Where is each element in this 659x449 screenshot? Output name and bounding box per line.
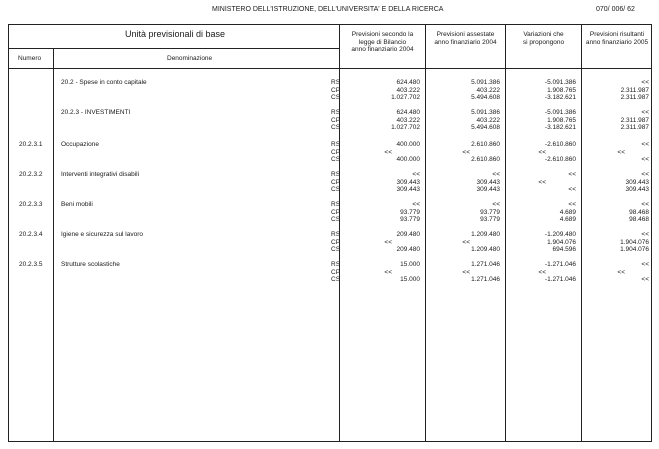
row-code: CS [331, 156, 341, 164]
row-value: 4.689 [559, 208, 576, 216]
row-value: 98.468 [629, 216, 649, 224]
row-code: CP [331, 268, 341, 276]
row-value: << [412, 201, 420, 208]
row-value: << [641, 276, 649, 284]
row-value: 2.311.987 [620, 116, 649, 124]
row-code: CS [331, 246, 341, 254]
row-value: 4.689 [559, 216, 576, 224]
budget-table [8, 24, 652, 442]
row-value: 403.222 [476, 86, 500, 94]
row-value: << [384, 268, 392, 276]
row-value: -1.271.046 [544, 276, 576, 284]
row-numero: 20.2.3.3 [19, 201, 43, 208]
row-code: CS [331, 124, 341, 132]
row-value: << [641, 201, 649, 208]
row-value: << [617, 148, 625, 156]
row-code: CS [331, 94, 341, 102]
row-value: << [568, 201, 576, 208]
row-value: << [538, 148, 546, 156]
col2-header-line: Previsioni assestate [436, 31, 495, 38]
row-value: 309.443 [625, 186, 649, 194]
row-value: -2.610.860 [544, 141, 576, 148]
row-value: << [641, 231, 649, 238]
row-code: CP [331, 178, 341, 186]
row-code: RS [331, 109, 341, 116]
rule-col3 [581, 25, 582, 441]
row-value: << [568, 186, 576, 194]
row-value: << [641, 156, 649, 164]
row-value: 400.000 [396, 156, 420, 164]
row-value: << [568, 171, 576, 178]
row-code: CP [331, 238, 341, 246]
row-value: << [462, 238, 470, 246]
row-code: CP [331, 148, 341, 156]
denominazione-header: Denominazione [167, 55, 213, 62]
row-value: 5.494.608 [471, 124, 500, 132]
col2-header [426, 31, 505, 46]
col1-header [340, 31, 425, 54]
row-value: 1.271.046 [471, 276, 500, 284]
row-value: 694.596 [552, 246, 576, 254]
rule-numero [53, 48, 54, 441]
row-value: 403.222 [476, 116, 500, 124]
row-value: << [641, 171, 649, 178]
row-code: RS [331, 79, 341, 86]
row-value: 1.908.765 [547, 116, 576, 124]
rule-col1 [425, 25, 426, 441]
row-value: << [462, 268, 470, 276]
row-value: << [412, 171, 420, 178]
row-value: 1.904.076 [547, 238, 576, 246]
row-denominazione: Beni mobili [61, 201, 93, 208]
row-value: -5.091.386 [544, 109, 576, 116]
row-value: 15.000 [400, 276, 420, 284]
row-value: -1.271.046 [544, 261, 576, 268]
col2-header-line: anno finanziario 2004 [434, 38, 497, 46]
row-denominazione: 20.2 - Spese in conto capitale [61, 79, 147, 86]
row-code: CS [331, 216, 341, 224]
row-value: 93.779 [400, 208, 420, 216]
page-reference: 070/ 006/ 62 [596, 6, 635, 13]
col4-header [582, 31, 652, 46]
row-code: RS [331, 261, 341, 268]
row-code: RS [331, 141, 341, 148]
col4-header-line: anno finanziario 2005 [585, 38, 649, 46]
row-value: 209.480 [396, 231, 420, 238]
row-value: 400.000 [396, 141, 420, 148]
row-value: 98.468 [629, 208, 649, 216]
row-code: CP [331, 86, 341, 94]
row-value: << [641, 109, 649, 116]
col3-header [506, 31, 581, 46]
row-value: 15.000 [400, 261, 420, 268]
row-value: -5.091.386 [544, 79, 576, 86]
rule-title-bottom [9, 48, 339, 49]
row-code: CP [331, 208, 341, 216]
row-value: 624.480 [396, 79, 420, 86]
row-value: 1.027.702 [391, 94, 420, 102]
row-denominazione: 20.2.3 - INVESTIMENTI [61, 109, 131, 116]
col3-header-line: Variazioni che [523, 31, 564, 38]
row-value: 309.443 [396, 186, 420, 194]
unita-title: Unità previsionali di base [125, 29, 226, 39]
row-value: << [641, 79, 649, 86]
col1-header-line: anno finanziario 2004 [351, 46, 414, 53]
row-value: 1.904.076 [620, 238, 649, 246]
row-value: 624.480 [396, 109, 420, 116]
row-value: 93.779 [480, 208, 500, 216]
row-value: 403.222 [396, 116, 420, 124]
row-value: 209.480 [396, 246, 420, 254]
row-value: << [384, 238, 392, 246]
row-value: << [538, 268, 546, 276]
row-code: CS [331, 276, 341, 284]
row-value: 2.311.987 [620, 94, 649, 102]
col4-header-line: Previsioni risultanti [589, 31, 645, 38]
row-value: << [641, 141, 649, 148]
row-value: 1.209.480 [471, 246, 500, 254]
row-value: 93.779 [480, 216, 500, 224]
row-value: << [641, 261, 649, 268]
row-value: << [492, 201, 500, 208]
row-value: 1.209.480 [471, 231, 500, 238]
row-value: -3.182.621 [544, 94, 576, 102]
row-denominazione: Igiene e sicurezza sul lavoro [61, 231, 144, 238]
row-numero: 20.2.3.2 [19, 171, 43, 178]
row-value: 309.443 [476, 178, 500, 186]
row-value: 1.027.702 [391, 124, 420, 132]
row-value: 5.091.386 [471, 109, 500, 116]
row-value: << [617, 268, 625, 276]
row-value: << [492, 171, 500, 178]
row-value: 309.443 [396, 178, 420, 186]
row-value: 403.222 [396, 86, 420, 94]
row-numero: 20.2.3.4 [19, 231, 43, 238]
col3-header-line: si propongono [522, 38, 565, 46]
col1-header-line: Previsioni secondo la [351, 31, 414, 38]
row-value: 309.443 [625, 178, 649, 186]
row-value: 2.311.987 [620, 86, 649, 94]
row-value: 1.908.765 [547, 86, 576, 94]
numero-header: Numero [18, 55, 42, 62]
row-code: CP [331, 116, 341, 124]
row-code: RS [331, 201, 341, 208]
row-value: 1.271.046 [471, 261, 500, 268]
rule-header-bottom [9, 68, 651, 69]
rule-col2 [505, 25, 506, 441]
row-denominazione: Interventi integrativi disabili [61, 171, 140, 178]
row-value: -3.182.621 [544, 124, 576, 132]
row-code: CS [331, 186, 341, 194]
row-numero: 20.2.3.5 [19, 261, 43, 268]
row-value: << [538, 178, 546, 186]
row-value: 1.904.076 [620, 246, 649, 254]
row-value: 5.494.608 [471, 94, 500, 102]
row-denominazione: Strutture scolastiche [61, 261, 120, 268]
row-code: RS [331, 231, 341, 238]
row-value: << [384, 148, 392, 156]
row-numero: 20.2.3.1 [19, 141, 43, 148]
row-value: 2.311.987 [620, 124, 649, 132]
row-value: 5.091.386 [471, 79, 500, 86]
row-value: 309.443 [476, 186, 500, 194]
row-value: 2.610.860 [471, 156, 500, 164]
row-value: -1.209.480 [544, 231, 576, 238]
col1-header-line: legge di Bilancio [358, 38, 407, 46]
row-value: 2.610.860 [471, 141, 500, 148]
ministry-header: MINISTERO DELL'ISTRUZIONE, DELL'UNIVERSITA' E DELLA RICERCA [212, 6, 444, 13]
row-value: << [462, 148, 470, 156]
row-denominazione: Occupazione [61, 141, 99, 148]
row-code: RS [331, 171, 341, 178]
row-value: -2.610.860 [544, 156, 576, 164]
row-value: 93.779 [400, 216, 420, 224]
